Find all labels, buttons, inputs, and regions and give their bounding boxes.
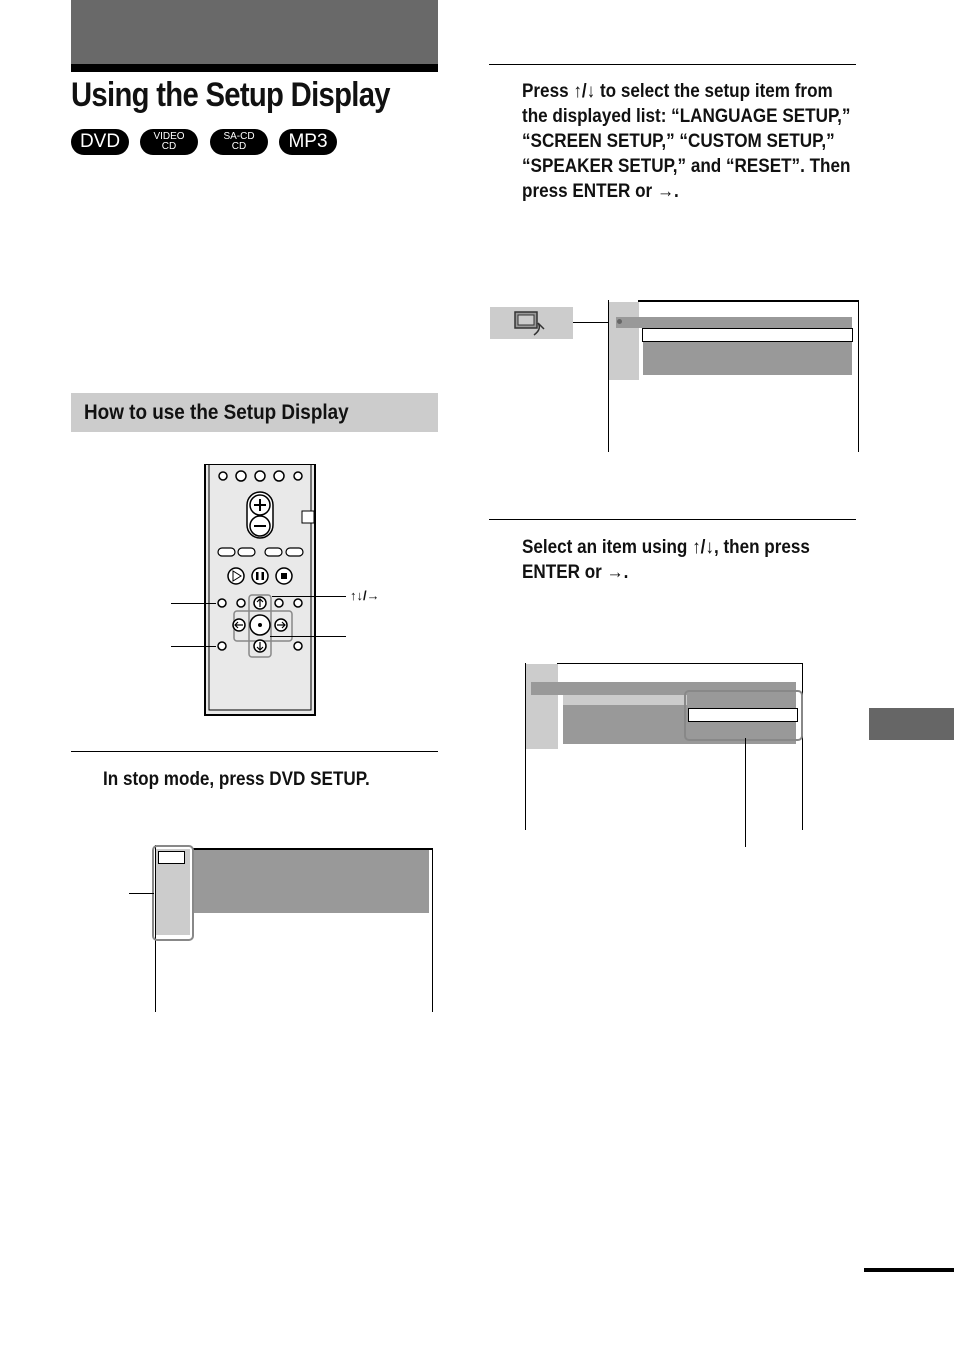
setup-screen-2 bbox=[608, 300, 859, 452]
arrows-callout-line bbox=[272, 596, 346, 597]
setup-screen-1 bbox=[152, 845, 434, 1012]
remote-control-illustration bbox=[204, 464, 316, 716]
mp3-badge bbox=[279, 129, 337, 155]
sa-cd-badge-line1: SA-CD bbox=[223, 131, 255, 142]
arrows-callout-label: ↑↓/→ bbox=[350, 588, 380, 603]
remote-control-icon bbox=[204, 464, 316, 716]
step2-text: Press ↑/↓ to select the setup item from the displayed list: “LANGUAGE SETUP,” “SCREEN SETUP,” “CUSTOM SETUP,” “SPEAKER SETUP,” and “RESET”. Then press ENTER or →. bbox=[522, 81, 851, 202]
video-cd-badge-line1: VIDEO bbox=[153, 131, 185, 142]
screen-setup-icon-box bbox=[490, 307, 573, 339]
header-band bbox=[71, 0, 438, 64]
screen3-callout-line bbox=[745, 738, 746, 847]
step3-text: Select an item using ↑/↓, then press ENTER or →. bbox=[522, 537, 810, 583]
return-callout-line bbox=[171, 646, 216, 647]
enter-callout-line bbox=[270, 636, 346, 637]
sa-cd-badge bbox=[210, 129, 268, 155]
section-title: How to use the Setup Display bbox=[84, 401, 349, 424]
mp3-badge-label: MP3 bbox=[288, 131, 328, 152]
step3-rule bbox=[489, 519, 856, 520]
dvd-badge bbox=[71, 129, 129, 155]
dvd-setup-callout-line bbox=[171, 603, 216, 604]
chapter-tab bbox=[869, 708, 954, 740]
step1-rule bbox=[71, 751, 438, 752]
setup-screen-3 bbox=[525, 663, 803, 830]
step1-text: In stop mode, press DVD SETUP. bbox=[103, 769, 370, 790]
screen-setup-icon bbox=[490, 307, 573, 339]
sa-cd-badge-line2: CD bbox=[231, 141, 247, 152]
page-title: Using the Setup Display bbox=[71, 76, 390, 114]
video-cd-badge bbox=[140, 129, 198, 155]
step2-rule bbox=[489, 64, 856, 65]
screen1-callout-line bbox=[129, 893, 154, 894]
dvd-badge-label: DVD bbox=[79, 131, 121, 152]
video-cd-badge-line2: CD bbox=[161, 141, 177, 152]
header-rule bbox=[71, 64, 438, 72]
footer-rule bbox=[864, 1268, 954, 1272]
